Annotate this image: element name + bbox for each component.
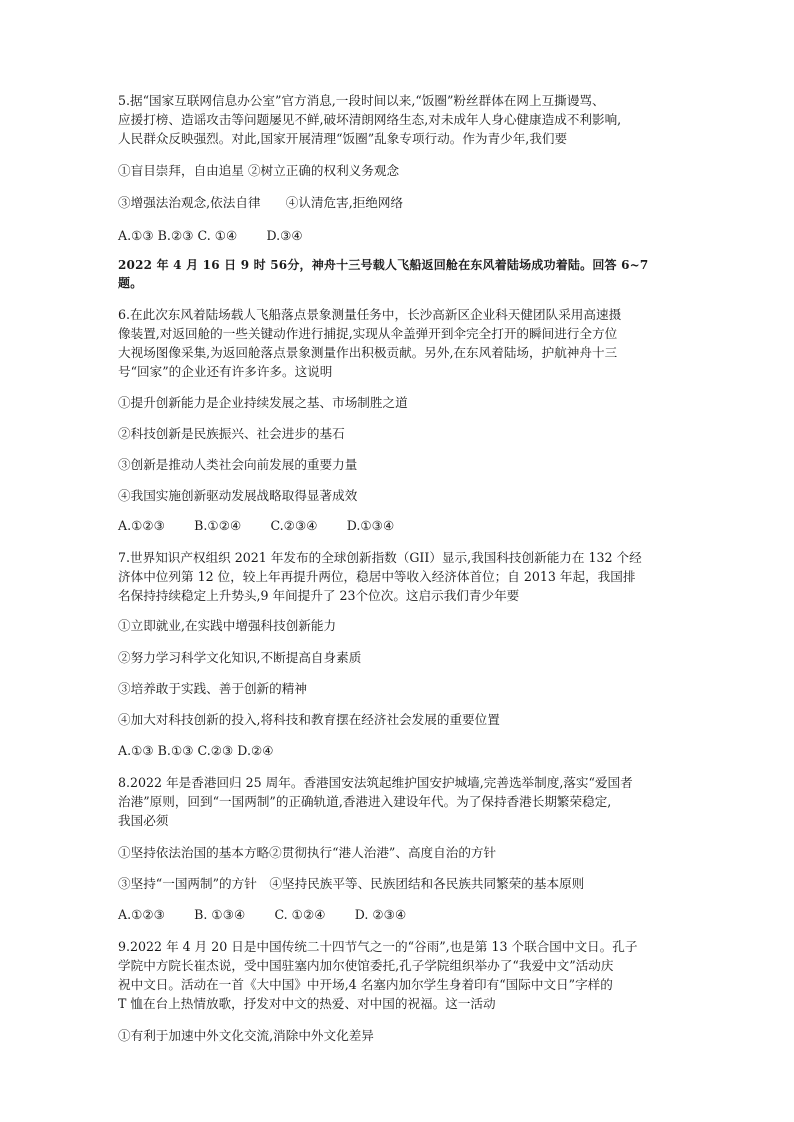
q8-answer-choices: A.①②③ B. ①③④ C. ①②④ D. ②③④ bbox=[118, 907, 407, 922]
q9-stem-line-1: 9.2022 年 4 月 20 日是中国传统二十四节气之一的“谷雨”,也是第 13 个联合国中文日。孔子 bbox=[118, 939, 638, 954]
q9-option-1: ①有利于加速中外文化交流,消除中外文化差异 bbox=[118, 1028, 374, 1043]
q6-option-2: ②科技创新是民族振兴、社会进步的基石 bbox=[118, 426, 345, 441]
q7-option-1: ①立即就业,在实践中增强科技创新能力 bbox=[118, 618, 337, 633]
section-intro-line-1: 2022 年 4 月 16 日 9 时 56分，神舟十三号载人飞船返回舱在东风着陆场成功着陆。回答 6~7 bbox=[118, 258, 649, 272]
section-intro-line-2: 题。 bbox=[118, 276, 143, 290]
q7-answer-choices: A.①③ B.①③ C.②③ D.②④ bbox=[118, 743, 274, 758]
q5-stem-line-2: 应援打榜、造谣攻击等问题屡见不鲜,破坏清朗网络生态,对未成年人身心健康造成不利影响, bbox=[118, 112, 622, 127]
q6-stem-line-3: 大视场图像采集,为返回舱落点景象测量作出积极贡献。另外,在东风着陆场，护航神舟十三 bbox=[118, 345, 618, 360]
q6-option-3: ③创新是推动人类社会向前发展的重要力量 bbox=[118, 457, 358, 472]
q8-stem-line-3: 我国必须 bbox=[118, 813, 169, 828]
q7-stem-line-3: 名保持持续稳定上升势头,9 年间提升了 23个位次。这启示我们青少年要 bbox=[118, 588, 520, 603]
q8-option-1: ①坚持依法治国的基本方略②贯彻执行“港人治港”、高度自治的方针 bbox=[118, 845, 497, 860]
q7-option-4: ④加大对科技创新的投入,将科技和教育摆在经济社会发展的重要位置 bbox=[118, 712, 500, 727]
q9-stem-line-2: 学院中方院长崔杰说，受中国驻塞内加尔使馆委托,孔子学院组织举办了“我爱中文”活动庆 bbox=[118, 958, 614, 973]
q9-stem-line-3: 祝中文日。活动在一首《大中国》中开场,4 名塞内加尔学生身着印有“国际中文日”字样的 bbox=[118, 977, 613, 992]
q8-stem-line-1: 8.2022 年是香港回归 25 周年。香港国安法筑起维护国安护城墙,完善选举制度,落实“爱国者 bbox=[118, 775, 633, 790]
q6-answer-choices: A.①②③ B.①②④ C.②③④ D.①③④ bbox=[118, 518, 395, 533]
q9-stem-line-4: T 恤在台上热情放歌，抒发对中文的热爱、对中国的祝福。这一活动 bbox=[118, 996, 496, 1011]
q5-option-2: ③增强法治观念,依法自律 ④认清危害,拒绝网络 bbox=[118, 195, 404, 210]
q6-stem-line-1: 6.在此次东风着陆场载人飞船落点景象测量任务中，长沙高新区企业科天健团队采用高速摄 bbox=[118, 307, 622, 322]
q5-stem-line-1: 5.据“国家互联网信息办公室”官方消息,一段时间以来,“饭圈”粉丝群体在网上互撕谩骂、 bbox=[118, 93, 605, 108]
q6-stem-line-2: 像装置,对返回舱的一些关键动作进行捕捉,实现从伞盖弹开到伞完全打开的瞬间进行全方位 bbox=[118, 326, 618, 341]
q5-option-1: ①盲目崇拜，自由追星 ②树立正确的权利义务观念 bbox=[118, 163, 400, 178]
q5-answer-choices: A.①③ B.②③ C. ①④ D.③④ bbox=[118, 228, 303, 243]
q8-stem-line-2: 治港”原则，回到“一国两制”的正确轨道,香港进入建设年代。为了保持香港长期繁荣稳定, bbox=[118, 794, 612, 809]
q7-stem-line-1: 7.世界知识产权组织 2021 年发布的全球创新指数（GII）显示,我国科技创新能力在 132 个经 bbox=[118, 550, 642, 565]
q5-stem-line-3: 人民群众反映强烈。对此,国家开展清理“饭圈”乱象专项行动。作为青少年,我们要 bbox=[118, 131, 568, 146]
q8-option-2: ③坚持“一国两制”的方针 ④坚持民族平等、民族团结和各民族共同繁荣的基本原则 bbox=[118, 876, 585, 891]
q6-stem-line-4: 号“回家”的企业还有许多许多。这说明 bbox=[118, 364, 333, 379]
q6-option-1: ①提升创新能力是企业持续发展之基、市场制胜之道 bbox=[118, 395, 408, 410]
q6-option-4: ④我国实施创新驱动发展战略取得显著成效 bbox=[118, 488, 358, 503]
q7-stem-line-2: 济体中位列第 12 位，较上年再提升两位，稳居中等收入经济体首位；自 2013 年起，我国排 bbox=[118, 569, 636, 584]
q7-option-2: ②努力学习科学文化知识,不断提高自身素质 bbox=[118, 650, 362, 665]
q7-option-3: ③培养敢于实践、善于创新的精神 bbox=[118, 681, 307, 696]
